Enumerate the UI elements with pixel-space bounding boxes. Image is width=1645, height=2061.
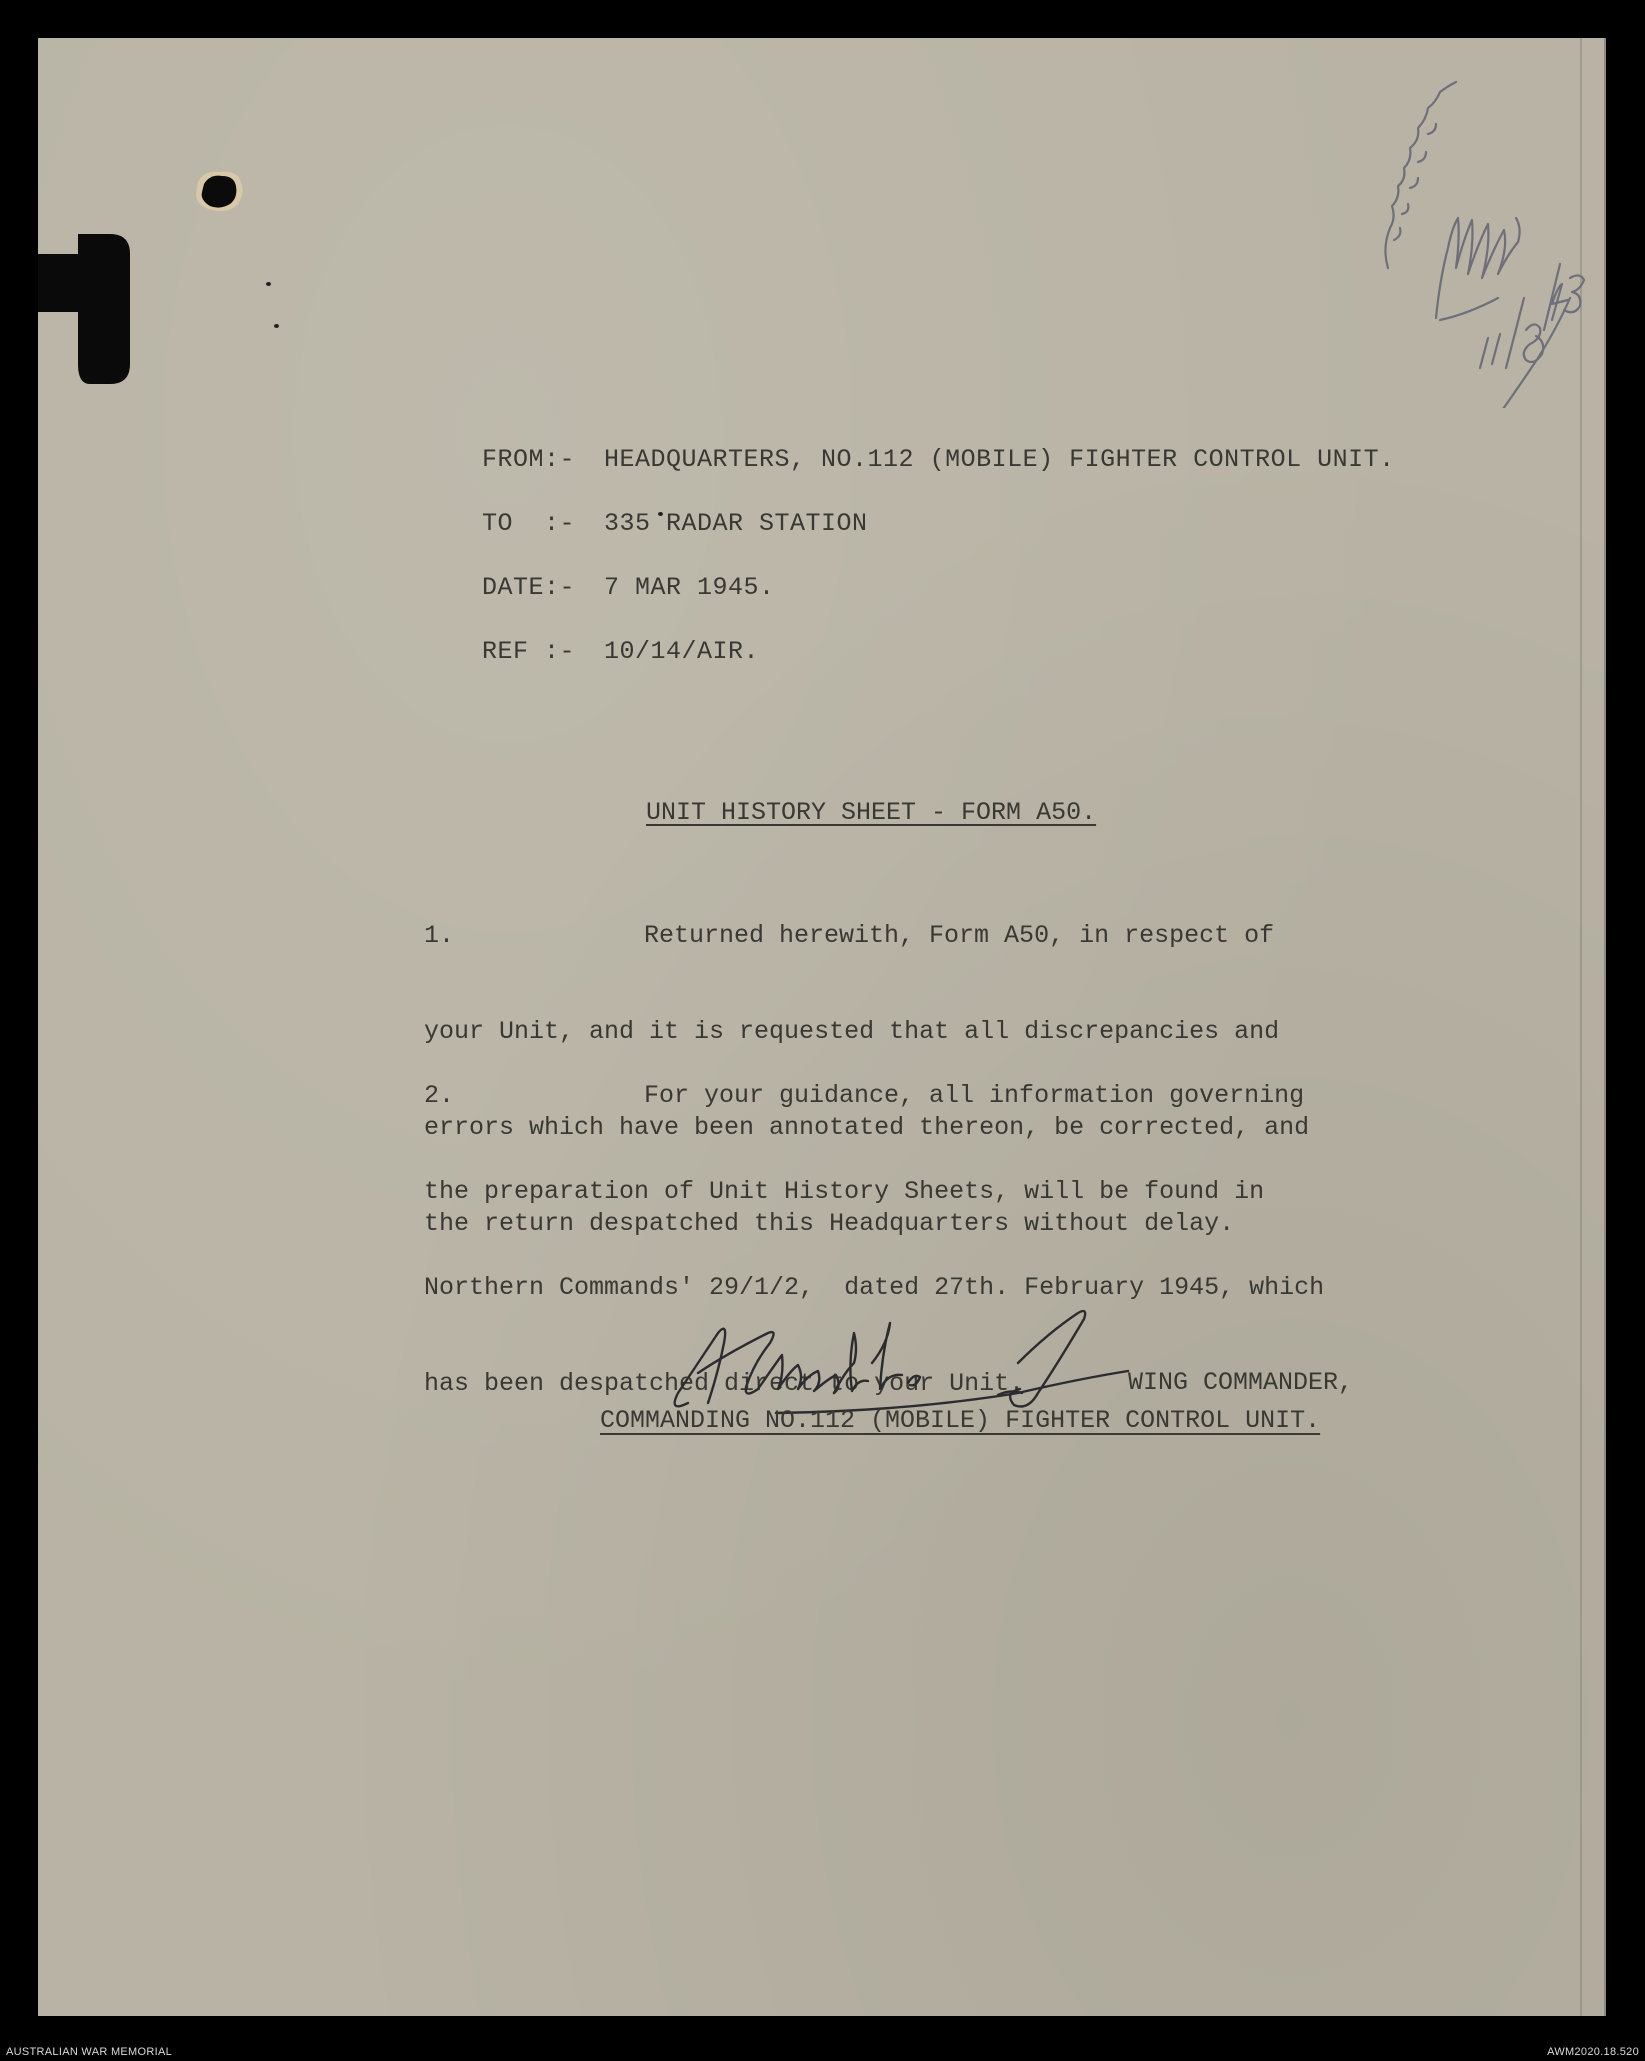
paragraph-2-line: has been despatched direct to your Unit. [424,1369,1025,1398]
to-label: TO [482,509,514,538]
paragraph-2-line: the preparation of Unit History Sheets, will be found in [424,1177,1265,1206]
from-label: FROM [482,445,545,474]
signature-command: COMMANDING NO.112 (MOBILE) FIGHTER CONTROL UNIT. [600,1406,1321,1435]
to-sep: :- [544,509,576,538]
paragraph-1-number: 1. [424,921,455,950]
ref-value: 10/14/AIR. [604,637,760,666]
paragraph-2-number: 2. [424,1081,455,1110]
paragraph-1-line: the return despatched this Headquarters without delay. [424,1209,1235,1238]
paragraph-1-line: 1. Returned herewith, Form A50, in respect of [424,921,1275,950]
paragraph-2-line: 2. For your guidance, all information governing [424,1081,1305,1110]
paragraph-1-line: errors which have been annotated thereon, be corrected, and [424,1113,1310,1142]
header-ref-row [420,604,759,700]
date-value: 7 MAR 1945. [604,573,775,602]
ref-sep: :- [544,637,576,666]
date-sep: :- [544,573,576,602]
punch-hole-icon [190,166,248,216]
handwritten-annotation [1348,68,1588,408]
binder-clip-icon [38,234,130,384]
from-value: HEADQUARTERS, NO.112 (MOBILE) FIGHTER CONTROL UNIT. [604,445,1395,474]
paragraph-1-line: your Unit, and it is requested that all discrepancies and [424,1017,1280,1046]
ref-label: REF [482,637,529,666]
from-sep: :- [544,445,576,474]
document-page [38,38,1606,2016]
paper-speck [274,324,279,328]
to-value: 335 RADAR STATION [604,509,868,538]
date-label: DATE [482,573,545,602]
paragraph-2-line: Northern Commands' 29/1/2, dated 27th. February 1945, which [424,1273,1325,1302]
footer-accession-number: AWM2020.18.520 [1547,2046,1639,2058]
document-title: UNIT HISTORY SHEET - FORM A50. [646,798,1097,827]
signature-rank: WING COMMANDER, [1128,1368,1354,1397]
footer-institution: AUSTRALIAN WAR MEMORIAL [6,2046,173,2058]
paper-speck [266,282,271,286]
